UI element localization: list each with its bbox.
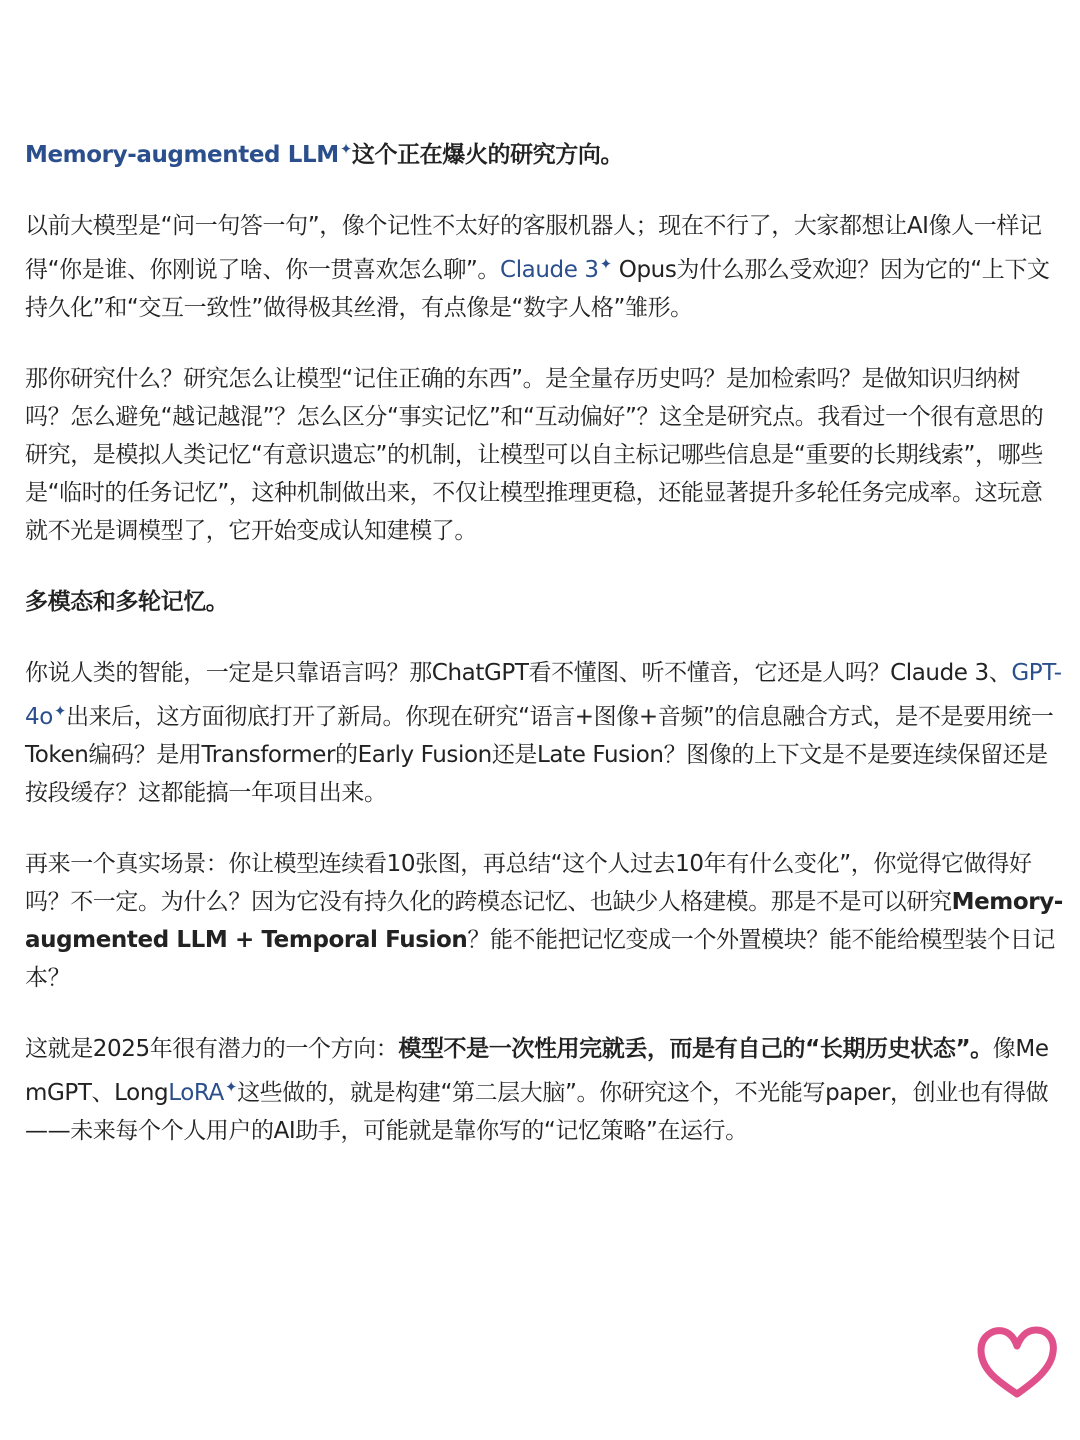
link-gpt-4o[interactable]: GPT-4o	[25, 660, 1062, 730]
paragraph-5	[25, 1030, 1065, 1150]
paragraph-2: 那你研究什么？研究怎么让模型“记住正确的东西”。是全量存历史吗？是加检索吗？是做知识归纳树吗？怎么避免“越记越混”？怎么区分“事实记忆”和“互动偏好”？这全是研究点。我看过一个很有意思的研究，是模拟人类记忆“有意识遗忘”的机制，让模型可以自主标记哪些信息是“重要的长期线索”，哪些是“临时的任务记忆”，这种机制做出来，不仅让模型推理更稳，还能显著提升多轮任务完成率。这玩意就不光是调模型了，它开始变成认知建模了。	[25, 366, 1044, 544]
paragraph-4-text-a: 再来一个真实场景：你让模型连续看10张图，再总结“这个人过去10年有什么变化”，你觉得它做得好吗？不一定。为什么？因为它没有持久化的跨模态记忆、也缺少人格建模。那是不是可以研究	[25, 851, 1032, 915]
paragraph-1-text-b: Opus为什么那么受欢迎？因为它的“上下文持久化”和“交互一致性”做得极其丝滑，有点像是“数字人格”雏形。	[25, 257, 1050, 321]
sparkle-icon: ✦	[224, 1078, 238, 1096]
paragraph-3-text-a: 你说人类的智能，一定是只靠语言吗？那ChatGPT看不懂图、听不懂音，它还是人吗？Claude 3、	[25, 660, 1012, 686]
paragraph-5-bold: 模型不是一次性用完就丢，而是有自己的“长期历史状态”。	[398, 1036, 993, 1062]
paragraph-1-text-a: 以前大模型是“问一句答一句”，像个记性不太好的客服机器人；现在不行了，大家都想让AI像人一样记得“你是谁、你刚说了啥、你一贯喜欢怎么聊”。	[25, 213, 1042, 283]
heart-icon	[973, 1322, 1061, 1402]
paragraph-5-text-c: 这些做的，就是构建“第二层大脑”。你研究这个，不光能写paper，创业也有得做——未来每个个人用户的AI助手，可能就是靠你写的“记忆策略”在运行。	[25, 1080, 1049, 1144]
paragraph-5-text-a: 这就是2025年很有潜力的一个方向：	[25, 1036, 399, 1062]
paragraph-4-text-b: ？能不能把记忆变成一个外置模块？能不能给模型装个日记本？	[25, 927, 1055, 991]
sparkle-icon: ✦	[53, 702, 67, 720]
section-heading-rest: 这个正在爆火的研究方向。	[351, 142, 624, 168]
paragraph-3-text-b: 出来后，这方面彻底打开了新局。你现在研究“语言+图像+音频”的信息融合方式，是不是要用统一Token编码？是用Transformer的Early Fusion还是Late Fusion？图像的上下文是不是要连续保留还是按段缓存？这都能搞一年项目出来。	[25, 704, 1054, 806]
link-claude-3[interactable]: Claude 3	[500, 257, 599, 283]
sparkle-icon: ✦	[339, 140, 352, 158]
paragraph-5-text-b: 像MemGPT、Long	[25, 1036, 1049, 1106]
link-lora[interactable]: LoRA	[168, 1080, 224, 1106]
paragraph-4-bold: Memory-augmented LLM + Temporal Fusion	[25, 889, 1063, 953]
article-body	[25, 130, 1065, 1150]
link-memory-augmented-llm[interactable]: Memory-augmented LLM	[25, 142, 339, 168]
paragraph-4	[25, 845, 1065, 997]
paragraph-1	[25, 207, 1065, 327]
section-heading-memory	[25, 130, 1065, 174]
section-heading-multimodal: 多模态和多轮记忆。	[25, 589, 229, 615]
sparkle-icon: ✦	[599, 255, 612, 273]
paragraph-3	[25, 654, 1065, 812]
